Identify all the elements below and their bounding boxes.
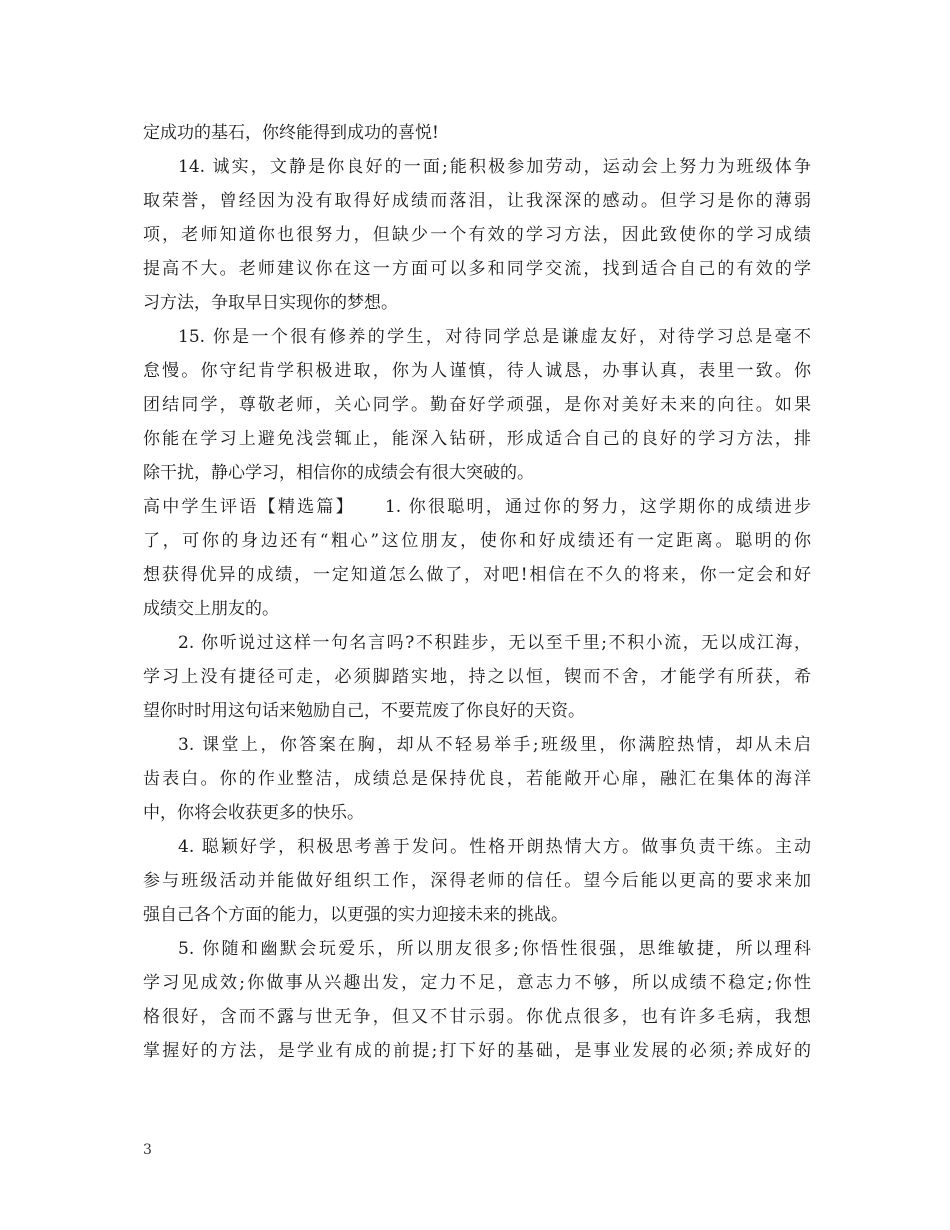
- text-line: 了，可你的身边还有“粗心”这位朋友，使你和好成绩还有一定距离。聪明的你: [143, 531, 811, 551]
- text-line: 中，你将会收获更多的快乐。: [143, 803, 364, 823]
- text-line: 你能在学习上避免浅尝辄止，能深入钻研，形成适合自己的良好的学习方法，排: [143, 429, 811, 449]
- text-line: 提高不大。老师建议你在这一方面可以多和同学交流，找到适合自己的有效的学: [143, 259, 811, 279]
- text-line: 5. 你随和幽默会玩爱乐，所以朋友很多;你悟性很强，思维敏捷，所以理科: [178, 939, 811, 959]
- text-line: 参与班级活动并能做好组织工作，深得老师的信任。望今后能以更高的要求来加: [143, 871, 811, 891]
- text-line: 项，老师知道你也很努力，但缺少一个有效的学习方法，因此致使你的学习成绩: [143, 225, 811, 245]
- text-line: 高中学生评语【精选篇】 1. 你很聪明，通过你的努力，这学期你的成绩进步: [143, 497, 811, 517]
- text-line: 掌握好的方法，是学业有成的前提;打下好的基础，是事业发展的必须;养成好的: [143, 1041, 811, 1061]
- text-line: 学习见成效;你做事从兴趣出发，定力不足，意志力不够，所以成绩不稳定;你性: [143, 973, 811, 993]
- text-line: 15. 你是一个很有修养的学生，对待同学总是谦虚友好，对待学习总是毫不: [178, 327, 811, 347]
- text-line: 学习上没有捷径可走，必须脚踏实地，持之以恒，锲而不舍，才能学有所获，希: [143, 667, 811, 687]
- text-line: 成绩交上朋友的。: [143, 599, 279, 619]
- text-line: 团结同学，尊敬老师，关心同学。勤奋好学顽强，是你对美好未来的向往。如果: [143, 395, 811, 415]
- text-line: 3. 课堂上，你答案在胸，却从不轻易举手;班级里，你满腔热情，却从未启: [178, 735, 811, 755]
- text-line: 强自己各个方面的能力，以更强的实力迎接未来的挑战。: [143, 905, 568, 925]
- text-line: 想获得优异的成绩，一定知道怎么做了，对吧!相信在不久的将来，你一定会和好: [143, 565, 811, 585]
- text-line: 格很好，含而不露与世无争，但又不甘示弱。你优点很多，也有许多毛病，我想: [143, 1007, 811, 1027]
- page-number: 3: [143, 1142, 152, 1158]
- text-line: 望你时时用这句话来勉励自己，不要荒废了你良好的天资。: [143, 701, 585, 721]
- text-line: 除干扰，静心学习，相信你的成绩会有很大突破的。: [143, 463, 534, 483]
- text-line: 定成功的基石，你终能得到成功的喜悦!: [143, 123, 439, 143]
- text-line: 2. 你听说过这样一句名言吗?不积跬步，无以至千里;不积小流，无以成江海，: [178, 633, 811, 653]
- text-line: 4. 聪颖好学，积极思考善于发问。性格开朗热情大方。做事负责干练。主动: [178, 837, 811, 857]
- text-line: 习方法，争取早日实现你的梦想。: [143, 293, 398, 313]
- text-line: 取荣誉，曾经因为没有取得好成绩而落泪，让我深深的感动。但学习是你的薄弱: [143, 191, 811, 211]
- text-line: 齿表白。你的作业整洁，成绩总是保持优良，若能敞开心扉，融汇在集体的海洋: [143, 769, 811, 789]
- text-line: 怠慢。你守纪肯学积极进取，你为人谨慎，待人诚恳，办事认真，表里一致。你: [143, 361, 811, 381]
- document-body: [143, 116, 811, 1068]
- text-line: 14. 诚实，文静是你良好的一面;能积极参加劳动，运动会上努力为班级体争: [178, 157, 811, 177]
